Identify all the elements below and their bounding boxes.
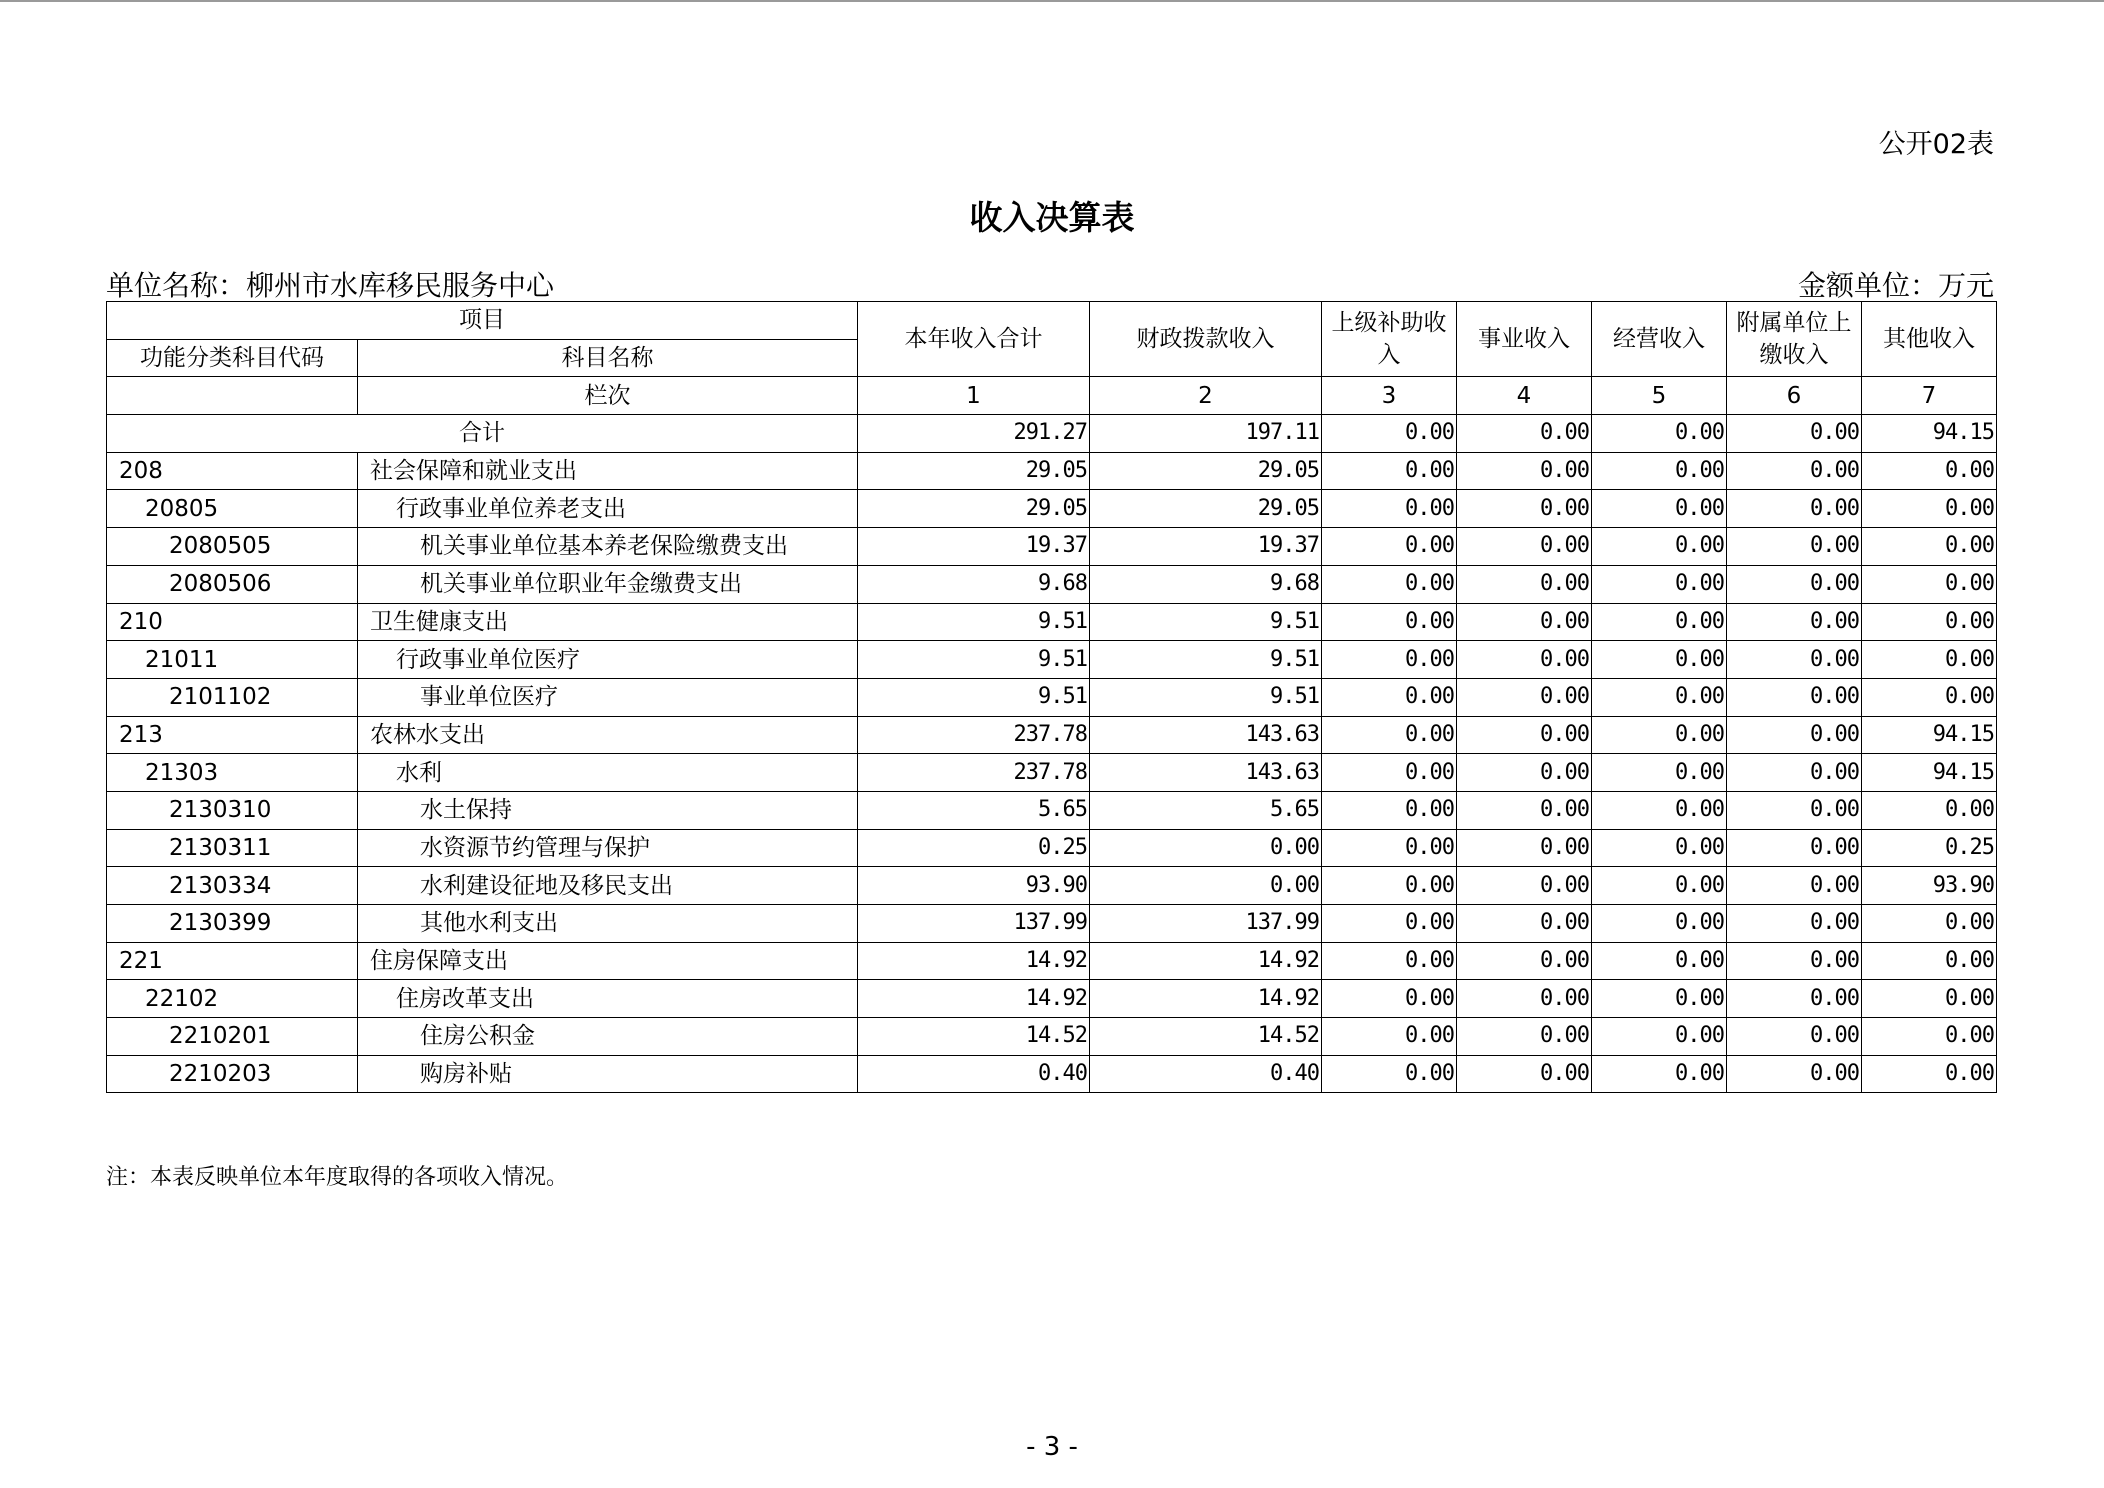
amount-cell: 0.00 (1457, 1018, 1592, 1056)
amount-cell: 0.00 (1727, 528, 1862, 566)
col-number: 2 (1090, 377, 1322, 415)
amount-cell: 0.00 (1592, 1018, 1727, 1056)
header-fiscal: 财政拨款收入 (1090, 302, 1322, 377)
amount-cell: 9.51 (1090, 641, 1322, 679)
subject-code: 2101102 (107, 678, 358, 716)
amount-cell: 0.00 (1862, 678, 1997, 716)
col-label: 栏次 (358, 377, 858, 415)
col-number: 3 (1322, 377, 1457, 415)
table-row (107, 980, 1997, 1018)
amount-cell: 0.00 (1457, 754, 1592, 792)
subject-code: 221 (107, 942, 358, 980)
amount-cell: 0.00 (1727, 942, 1862, 980)
subject-name: 行政事业单位医疗 (358, 641, 858, 679)
amount-cell: 0.00 (1862, 1055, 1997, 1093)
amount-cell: 0.00 (1457, 791, 1592, 829)
amount-cell: 0.00 (1862, 528, 1997, 566)
header-func-code: 功能分类科目代码 (107, 339, 358, 377)
amount-cell: 0.00 (1322, 641, 1457, 679)
table-row (107, 603, 1997, 641)
amount-cell: 0.00 (1727, 452, 1862, 490)
amount-cell: 0.00 (1322, 980, 1457, 1018)
amount-cell: 5.65 (858, 791, 1090, 829)
amount-cell: 94.15 (1862, 716, 1997, 754)
amount-cell: 19.37 (858, 528, 1090, 566)
table-row (107, 1018, 1997, 1056)
amount-cell: 93.90 (858, 867, 1090, 905)
amount-cell: 9.51 (858, 641, 1090, 679)
amount-cell: 0.00 (1592, 603, 1727, 641)
subject-code: 22102 (107, 980, 358, 1018)
amount-cell: 0.25 (858, 829, 1090, 867)
col-number: 7 (1862, 377, 1997, 415)
amount-cell: 0.00 (1592, 754, 1727, 792)
subject-code: 2210203 (107, 1055, 358, 1093)
total-value: 94.15 (1862, 415, 1997, 453)
subject-name: 机关事业单位基本养老保险缴费支出 (358, 528, 858, 566)
amount-cell: 0.00 (1592, 490, 1727, 528)
amount-cell: 0.00 (1322, 754, 1457, 792)
table-row (107, 791, 1997, 829)
table-note: 注：本表反映单位本年度取得的各项收入情况。 (106, 1165, 569, 1190)
total-value: 0.00 (1592, 415, 1727, 453)
amount-cell: 0.00 (1457, 641, 1592, 679)
amount-cell: 0.00 (1727, 603, 1862, 641)
amount-cell: 29.05 (858, 452, 1090, 490)
amount-cell: 0.00 (1322, 1018, 1457, 1056)
subject-code: 21011 (107, 641, 358, 679)
subject-code: 21303 (107, 754, 358, 792)
table-row (107, 565, 1997, 603)
subject-code: 20805 (107, 490, 358, 528)
amount-cell: 0.00 (1592, 528, 1727, 566)
amount-cell: 0.00 (1457, 829, 1592, 867)
subject-code: 2130310 (107, 791, 358, 829)
table-row (107, 490, 1997, 528)
header-subject-name: 科目名称 (358, 339, 858, 377)
amount-cell: 0.00 (1322, 565, 1457, 603)
amount-cell: 0.00 (1322, 528, 1457, 566)
amount-cell: 0.00 (1592, 641, 1727, 679)
amount-cell: 137.99 (1090, 905, 1322, 943)
subject-name: 机关事业单位职业年金缴费支出 (358, 565, 858, 603)
amount-cell: 0.00 (1322, 905, 1457, 943)
amount-cell: 0.00 (1592, 565, 1727, 603)
subject-name: 水利建设征地及移民支出 (358, 867, 858, 905)
amount-cell: 0.00 (1322, 791, 1457, 829)
amount-cell: 0.00 (1727, 1055, 1862, 1093)
amount-cell: 9.68 (1090, 565, 1322, 603)
amount-cell: 9.68 (858, 565, 1090, 603)
page-title: 收入决算表 (969, 198, 1135, 237)
header-business: 事业收入 (1457, 302, 1592, 377)
table-row (107, 942, 1997, 980)
amount-cell: 9.51 (858, 603, 1090, 641)
amount-cell: 0.00 (1727, 867, 1862, 905)
table-row (107, 452, 1997, 490)
form-code: 公开02表 (1878, 129, 1994, 160)
total-value: 0.00 (1727, 415, 1862, 453)
header-row-1 (107, 302, 1997, 340)
subject-code: 2210201 (107, 1018, 358, 1056)
table-row (107, 867, 1997, 905)
amount-cell: 0.00 (1457, 716, 1592, 754)
amount-cell: 0.40 (1090, 1055, 1322, 1093)
subject-name: 住房改革支出 (358, 980, 858, 1018)
header-affiliated: 附属单位上缴收入 (1727, 302, 1862, 377)
amount-cell: 0.00 (1322, 716, 1457, 754)
table-row (107, 754, 1997, 792)
amount-cell: 0.00 (1322, 1055, 1457, 1093)
amount-cell: 0.00 (1592, 829, 1727, 867)
subject-name: 住房保障支出 (358, 942, 858, 980)
amount-cell: 0.40 (858, 1055, 1090, 1093)
amount-cell: 0.00 (1457, 678, 1592, 716)
amount-cell: 14.52 (1090, 1018, 1322, 1056)
amount-cell: 0.00 (1727, 1018, 1862, 1056)
amount-cell: 0.00 (1322, 867, 1457, 905)
subject-code: 210 (107, 603, 358, 641)
amount-cell: 14.92 (858, 942, 1090, 980)
amount-cell: 0.00 (1862, 791, 1997, 829)
subject-name: 事业单位医疗 (358, 678, 858, 716)
amount-cell: 0.00 (1862, 980, 1997, 1018)
column-number-row (107, 377, 1997, 415)
amount-cell: 0.00 (1862, 641, 1997, 679)
total-label: 合计 (107, 415, 858, 453)
top-border-line (0, 0, 2104, 2)
subject-code: 2130311 (107, 829, 358, 867)
col-number: 6 (1727, 377, 1862, 415)
subject-code: 2130399 (107, 905, 358, 943)
amount-cell: 0.00 (1592, 716, 1727, 754)
table-row (107, 528, 1997, 566)
amount-cell: 0.00 (1090, 829, 1322, 867)
amount-cell: 0.00 (1457, 867, 1592, 905)
table-row (107, 1055, 1997, 1093)
total-value: 197.11 (1090, 415, 1322, 453)
header-total-income: 本年收入合计 (858, 302, 1090, 377)
page-number: - 3 - (1026, 1432, 1078, 1462)
amount-cell: 29.05 (1090, 490, 1322, 528)
amount-cell: 0.00 (1862, 942, 1997, 980)
amount-cell: 0.00 (1457, 490, 1592, 528)
amount-cell: 0.00 (1727, 905, 1862, 943)
amount-cell: 0.00 (1457, 980, 1592, 1018)
amount-unit: 金额单位：万元 (1797, 269, 1994, 302)
amount-cell: 0.00 (1727, 716, 1862, 754)
subject-name: 行政事业单位养老支出 (358, 490, 858, 528)
subject-name: 水利 (358, 754, 858, 792)
amount-cell: 0.00 (1727, 791, 1862, 829)
amount-cell: 29.05 (1090, 452, 1322, 490)
amount-cell: 0.00 (1457, 1055, 1592, 1093)
subject-code: 208 (107, 452, 358, 490)
header-item: 项目 (107, 302, 858, 340)
amount-cell: 0.00 (1862, 603, 1997, 641)
amount-cell: 5.65 (1090, 791, 1322, 829)
total-row (107, 415, 1997, 453)
amount-cell: 0.00 (1457, 942, 1592, 980)
amount-cell: 0.00 (1592, 905, 1727, 943)
amount-cell: 0.00 (1592, 452, 1727, 490)
table-row (107, 716, 1997, 754)
amount-cell: 237.78 (858, 754, 1090, 792)
amount-cell: 0.00 (1322, 490, 1457, 528)
total-value: 0.00 (1322, 415, 1457, 453)
amount-cell: 0.00 (1592, 791, 1727, 829)
amount-cell: 0.00 (1592, 678, 1727, 716)
header-other: 其他收入 (1862, 302, 1997, 377)
subject-code: 213 (107, 716, 358, 754)
amount-cell: 9.51 (858, 678, 1090, 716)
amount-cell: 0.00 (1862, 565, 1997, 603)
amount-cell: 237.78 (858, 716, 1090, 754)
subject-name: 卫生健康支出 (358, 603, 858, 641)
amount-cell: 0.25 (1862, 829, 1997, 867)
amount-cell: 0.00 (1457, 452, 1592, 490)
amount-cell: 9.51 (1090, 603, 1322, 641)
amount-cell: 29.05 (858, 490, 1090, 528)
total-value: 0.00 (1457, 415, 1592, 453)
amount-cell: 0.00 (1592, 1055, 1727, 1093)
amount-cell: 0.00 (1727, 641, 1862, 679)
amount-cell: 0.00 (1727, 565, 1862, 603)
amount-cell: 0.00 (1322, 678, 1457, 716)
subject-name: 农林水支出 (358, 716, 858, 754)
amount-cell: 0.00 (1862, 905, 1997, 943)
amount-cell: 0.00 (1457, 603, 1592, 641)
amount-cell: 0.00 (1322, 942, 1457, 980)
subject-name: 水资源节约管理与保护 (358, 829, 858, 867)
amount-cell: 14.92 (1090, 942, 1322, 980)
header-superior: 上级补助收入 (1322, 302, 1457, 377)
amount-cell: 0.00 (1457, 565, 1592, 603)
amount-cell: 0.00 (1457, 905, 1592, 943)
header-operating: 经营收入 (1592, 302, 1727, 377)
amount-cell: 0.00 (1090, 867, 1322, 905)
blank-cell (107, 377, 358, 415)
subject-code: 2080506 (107, 565, 358, 603)
col-number: 4 (1457, 377, 1592, 415)
amount-cell: 9.51 (1090, 678, 1322, 716)
amount-cell: 19.37 (1090, 528, 1322, 566)
subject-name: 其他水利支出 (358, 905, 858, 943)
amount-cell: 0.00 (1592, 980, 1727, 1018)
table-row (107, 829, 1997, 867)
amount-cell: 0.00 (1862, 1018, 1997, 1056)
col-number: 1 (858, 377, 1090, 415)
subject-name: 购房补贴 (358, 1055, 858, 1093)
subject-name: 社会保障和就业支出 (358, 452, 858, 490)
table-row (107, 678, 1997, 716)
amount-cell: 94.15 (1862, 754, 1997, 792)
amount-cell: 0.00 (1322, 603, 1457, 641)
subject-name: 水土保持 (358, 791, 858, 829)
amount-cell: 0.00 (1727, 678, 1862, 716)
amount-cell: 14.52 (858, 1018, 1090, 1056)
amount-cell: 0.00 (1322, 829, 1457, 867)
amount-cell: 0.00 (1457, 528, 1592, 566)
subject-code: 2080505 (107, 528, 358, 566)
amount-cell: 143.63 (1090, 754, 1322, 792)
amount-cell: 0.00 (1862, 452, 1997, 490)
total-value: 291.27 (858, 415, 1090, 453)
table-row (107, 905, 1997, 943)
amount-cell: 0.00 (1592, 867, 1727, 905)
amount-cell: 0.00 (1727, 980, 1862, 1018)
subject-name: 住房公积金 (358, 1018, 858, 1056)
amount-cell: 0.00 (1727, 490, 1862, 528)
amount-cell: 137.99 (858, 905, 1090, 943)
table-row (107, 641, 1997, 679)
amount-cell: 0.00 (1592, 942, 1727, 980)
col-number: 5 (1592, 377, 1727, 415)
amount-cell: 0.00 (1727, 829, 1862, 867)
amount-cell: 93.90 (1862, 867, 1997, 905)
income-table (106, 301, 1997, 1093)
amount-cell: 0.00 (1862, 490, 1997, 528)
amount-cell: 14.92 (858, 980, 1090, 1018)
unit-name: 单位名称：柳州市水库移民服务中心 (106, 269, 555, 302)
amount-cell: 0.00 (1727, 754, 1862, 792)
subject-code: 2130334 (107, 867, 358, 905)
amount-cell: 0.00 (1322, 452, 1457, 490)
amount-cell: 14.92 (1090, 980, 1322, 1018)
amount-cell: 143.63 (1090, 716, 1322, 754)
